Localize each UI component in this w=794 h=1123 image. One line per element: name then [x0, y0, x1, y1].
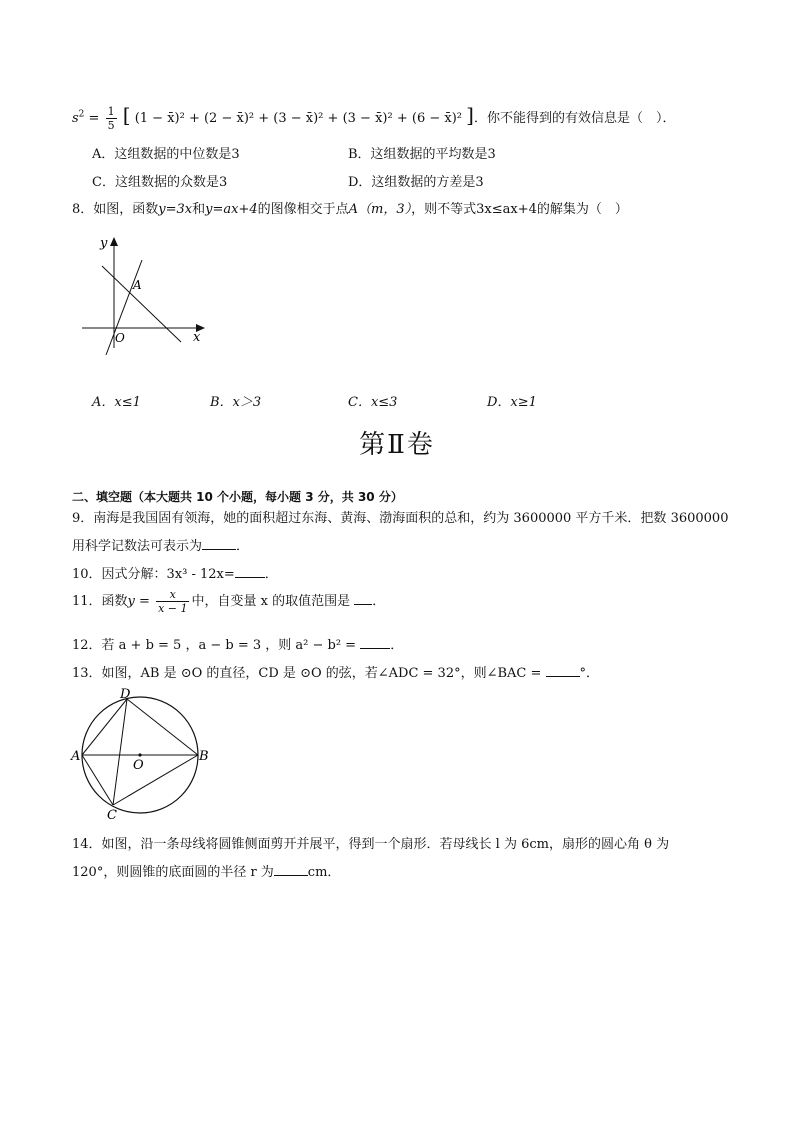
q11-answer-blank[interactable]: [354, 592, 372, 605]
q7-option-c: C．这组数据的众数是3: [92, 175, 228, 190]
q11-y: y =: [127, 594, 150, 609]
q11-end: ．: [372, 594, 386, 609]
q8-question: [72, 198, 628, 217]
q8-y-arrow-icon: [110, 237, 118, 246]
q7-bracket-close: ]: [466, 103, 474, 127]
q13-label-d: D: [120, 687, 131, 702]
q8-mid2: 的图像相交于点: [257, 202, 349, 217]
q8-mid1: 和: [192, 202, 206, 217]
part-title: 第Ⅱ卷: [359, 430, 435, 460]
q12-line: [72, 634, 403, 653]
q7-variance-symbol: s: [72, 111, 79, 126]
section-2-heading: 二、填空题（本大题共 10 个小题，每小题 3 分，共 30 分）: [72, 490, 403, 504]
q7-frac-num: 1: [107, 105, 115, 118]
q8-expr1: y=3x: [158, 202, 193, 217]
q7-option-d: D．这组数据的方差是3: [348, 175, 484, 190]
q13-label-c: C: [107, 808, 117, 821]
q9-line-2: [72, 535, 249, 554]
q14-unit: cm．: [307, 865, 341, 880]
q13-chord-ac: [82, 755, 113, 805]
q7-fraction: [106, 105, 117, 132]
q7-term-4: (3 − x̄)²: [342, 111, 393, 126]
q8-option-a: A．x≤1: [92, 395, 141, 410]
q7-variance-exponent: 2: [78, 109, 85, 120]
q7-term-5: (6 − x̄)²: [411, 111, 462, 126]
q8-point: A（m，3）: [348, 202, 412, 217]
q8-prefix: 8．如图，函数: [72, 202, 159, 217]
q8-label-x: x: [193, 330, 201, 345]
q14-line-2-text: 120°，则圆锥的底面圆的半径 r 为: [72, 865, 274, 880]
q11-frac-den: x − 1: [158, 602, 188, 615]
q8-suffix: 的解集为（ ）: [536, 202, 628, 217]
q7-option-b: B．这组数据的平均数是3: [348, 147, 496, 162]
q13-chord-dc: [113, 699, 127, 805]
q7-equals: =: [88, 111, 100, 126]
q9-line-2-text: 用科学记数法可表示为: [72, 539, 203, 554]
q13-center-point: [138, 753, 141, 756]
q11-prefix: 11．函数: [72, 594, 128, 609]
q12-end: ．: [390, 638, 404, 653]
q7-term-1: (1 − x̄)²: [134, 111, 185, 126]
q13-text: 13．如图，AB 是 ⊙O 的直径，CD 是 ⊙O 的弦，若∠ADC = 32°，则∠BAC =: [72, 666, 542, 681]
q8-mid3: ，则不等式: [411, 202, 477, 217]
q13-label-b: B: [199, 749, 209, 764]
q8-expr2: y=ax+4: [205, 202, 258, 217]
q7-question-text: ．你不能得到的有效信息是（ ）．: [473, 111, 676, 126]
q11-frac-num: x: [156, 588, 189, 602]
q13-end: °．: [579, 666, 600, 681]
q13-label-a: A: [71, 749, 81, 764]
q14-line-2: [72, 861, 340, 880]
q8-option-c: C．x≤3: [348, 395, 398, 410]
q7-term-3: (3 − x̄)²: [273, 111, 324, 126]
q13-chord-db: [127, 699, 198, 755]
q12-text: 12．若 a + b = 5 ，a − b = 3 ，则 a² − b² =: [72, 638, 357, 653]
q13-line: [72, 662, 599, 681]
q14-line-1: 14．如图，沿一条母线将圆锥侧面剪开并展平，得到一个扇形．若母线长 l 为 6cm，扇形的圆心角 θ 为: [72, 837, 670, 852]
q13-chord-cb: [113, 755, 198, 805]
q14-answer-blank[interactable]: [274, 863, 308, 876]
q10-answer-blank[interactable]: [235, 565, 265, 578]
q12-answer-blank[interactable]: [360, 636, 390, 649]
q11-suffix: 中，自变量 x 的取值范围是: [191, 594, 351, 609]
q9-answer-blank[interactable]: [202, 537, 236, 550]
q8-label-y: y: [100, 236, 108, 251]
q10-line: [72, 563, 278, 582]
q7-term-2: (2 − x̄)²: [203, 111, 255, 126]
q7-frac-den: 5: [107, 119, 115, 132]
q10-end: ．: [264, 567, 278, 582]
q8-label-origin: O: [115, 331, 125, 345]
q8-option-d: D．x≥1: [487, 395, 537, 410]
q7-option-a: A．这组数据的中位数是3: [92, 147, 240, 162]
q9-line-1: 9．南海是我国固有领海，她的面积超过东海、黄海、渤海面积的总和，约为 3600000 平方千米．把数 3600000: [72, 511, 729, 526]
q7-bracket-open: [: [122, 103, 131, 127]
q8-inequality: 3x≤ax+4: [476, 202, 537, 217]
q8-label-a: A: [133, 278, 142, 292]
q8-function-graph: [78, 228, 218, 358]
q13-answer-blank[interactable]: [546, 664, 580, 677]
q13-circle-figure: [70, 686, 215, 821]
q8-option-b: B．x＞3: [210, 395, 262, 410]
q11-fraction: [156, 588, 189, 615]
q7-formula-line: $s^2$ = $\frac{1}{5}$ [ (1 − x̄)² + (2 − x̄)² + (3 − x̄)² + (3 − x̄)² + (6 − x̄)² ]．你不能得到的有效信息是（ ）．: [72, 103, 676, 132]
q13-label-o: O: [133, 758, 144, 773]
q11-line: [72, 588, 385, 615]
q10-text: 10．因式分解：3x³ - 12x=: [72, 567, 235, 582]
q9-end: ．: [236, 539, 250, 554]
